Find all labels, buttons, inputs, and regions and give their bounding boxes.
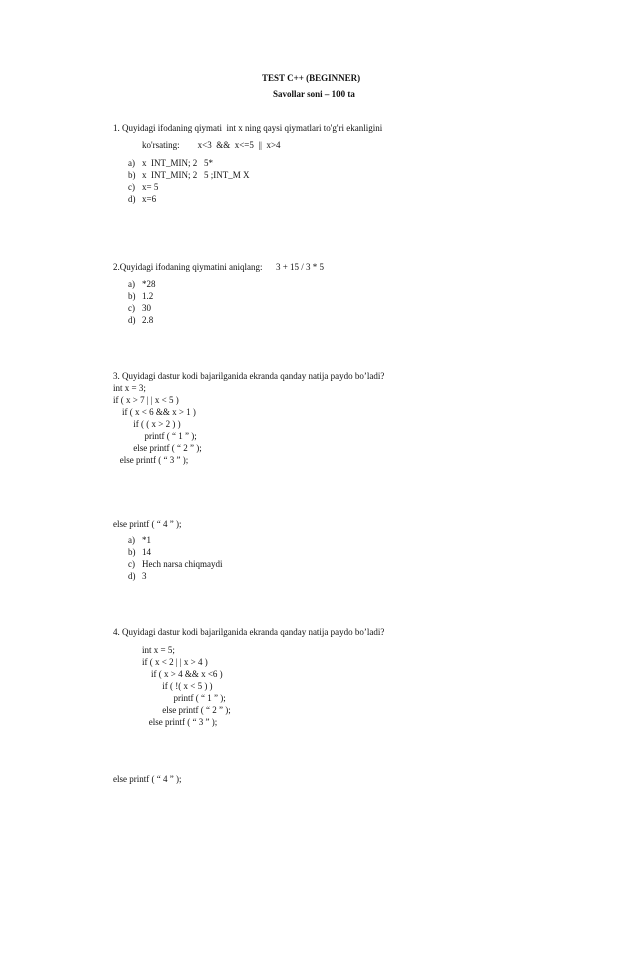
question-2-option-c: c) 30 bbox=[128, 303, 151, 313]
question-4-code-line: printf ( “ 1 ” ); bbox=[142, 693, 226, 703]
question-1-option-d: d) x=6 bbox=[128, 194, 157, 204]
question-2-option-a: a) *28 bbox=[128, 279, 156, 289]
question-3-option-b: b) 14 bbox=[128, 547, 151, 557]
question-2-option-b: b) 1.2 bbox=[128, 291, 154, 301]
question-4-code-line: if ( !( x < 5 ) ) bbox=[142, 681, 213, 691]
question-3-option-c: c) Hech narsa chiqmaydi bbox=[128, 559, 223, 569]
question-3-code-line: printf ( “ 1 ” ); bbox=[113, 431, 197, 441]
question-1-option-c: c) x= 5 bbox=[128, 182, 159, 192]
question-3-code-line: if ( x < 6 && x > 1 ) bbox=[113, 407, 196, 417]
question-3-option-a: a) *1 bbox=[128, 535, 151, 545]
question-3-code-tail: else printf ( “ 4 ” ); bbox=[113, 519, 182, 529]
question-4-code-line: if ( x < 2 | | x > 4 ) bbox=[142, 657, 208, 667]
question-4-code-tail: else printf ( “ 4 ” ); bbox=[113, 774, 182, 784]
question-4-text: 4. Quyidagi dastur kodi bajarilganida ekranda qanday natija paydo bo’ladi? bbox=[113, 627, 385, 637]
page-title: TEST C++ (BEGINNER) bbox=[262, 73, 361, 83]
question-4-code-line: if ( x > 4 && x <6 ) bbox=[142, 669, 223, 679]
question-4-code-line: else printf ( “ 2 ” ); bbox=[142, 705, 231, 715]
question-3-code-line: int x = 3; bbox=[113, 383, 146, 393]
page-subtitle: Savollar soni – 100 ta bbox=[273, 89, 355, 99]
question-4-code-line: int x = 5; bbox=[142, 645, 175, 655]
question-3-code-line: if ( x > 7 | | x < 5 ) bbox=[113, 395, 179, 405]
question-3-code-line: else printf ( “ 2 ” ); bbox=[113, 443, 202, 453]
question-2-text: 2.Quyidagi ifodaning qiymatini aniqlang: 3 + 15 / 3 * 5 bbox=[113, 262, 325, 272]
question-2-option-d: d) 2.8 bbox=[128, 315, 154, 325]
question-1-option-a: a) x INT_MIN; 2 5* bbox=[128, 158, 213, 168]
question-1-text-continued: ko'rsating: x<3 && x<=5 || x>4 bbox=[142, 140, 281, 150]
question-3-code-line: else printf ( “ 3 ” ); bbox=[113, 455, 189, 465]
question-3-option-d: d) 3 bbox=[128, 571, 147, 581]
question-3-text: 3. Quyidagi dastur kodi bajarilganida ekranda qanday natija paydo bo’ladi? bbox=[113, 371, 385, 381]
question-1-option-b: b) x INT_MIN; 2 5 ;INT_M X bbox=[128, 170, 250, 180]
question-1-text: 1. Quyidagi ifodaning qiymati int x ning qaysi qiymatlari to'g'ri ekanligini bbox=[113, 123, 383, 133]
question-3-code-line: if ( ( x > 2 ) ) bbox=[113, 419, 181, 429]
question-4-code-line: else printf ( “ 3 ” ); bbox=[142, 717, 218, 727]
